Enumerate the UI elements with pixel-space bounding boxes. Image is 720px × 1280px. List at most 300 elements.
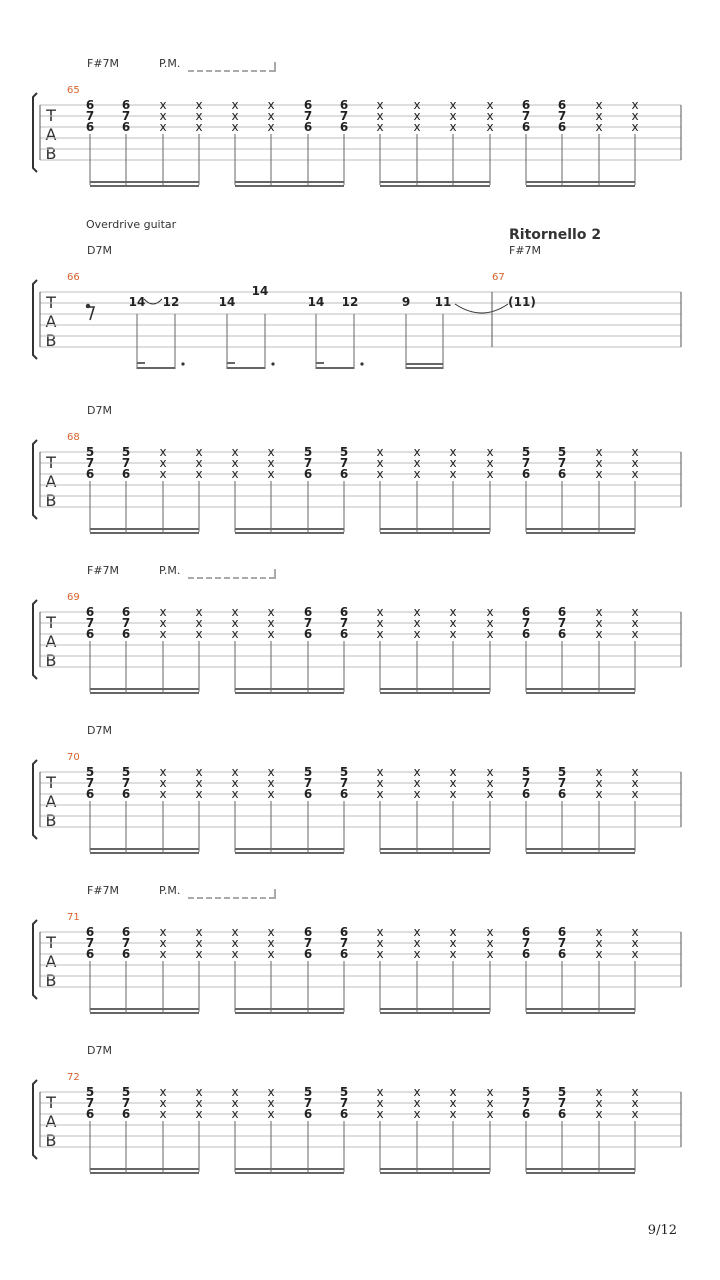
beam-primary xyxy=(380,181,490,183)
fret-number: 6 xyxy=(521,925,531,939)
muted-note: x xyxy=(413,936,421,950)
muted-note: x xyxy=(376,445,384,459)
beam-secondary xyxy=(526,852,635,854)
fret-number: 6 xyxy=(303,947,313,961)
fret-number: 5 xyxy=(85,445,95,459)
beam-secondary xyxy=(526,1172,635,1174)
fret-number: 6 xyxy=(303,1107,313,1121)
muted-note: x xyxy=(267,109,275,123)
muted-note: x xyxy=(195,456,203,470)
muted-note: x xyxy=(267,616,275,630)
fret-number: 7 xyxy=(557,109,567,123)
muted-note: x xyxy=(159,1085,167,1099)
muted-note: x xyxy=(413,109,421,123)
muted-note: x xyxy=(376,109,384,123)
tab-clef-letter: B xyxy=(45,491,57,510)
fret-number: 6 xyxy=(557,605,567,619)
fret-number: 5 xyxy=(121,1085,131,1099)
dot xyxy=(181,362,184,365)
muted-note: x xyxy=(267,925,275,939)
muted-note: x xyxy=(449,120,457,134)
muted-note: x xyxy=(486,765,494,779)
muted-note: x xyxy=(267,787,275,801)
fret-number: 5 xyxy=(521,765,531,779)
muted-note: x xyxy=(159,1096,167,1110)
fret-number: 5 xyxy=(339,445,349,459)
muted-note: x xyxy=(595,1085,603,1099)
tab-clef-letter: A xyxy=(45,952,57,971)
fret-number: 7 xyxy=(303,456,313,470)
fret-number: 6 xyxy=(557,787,567,801)
muted-note: x xyxy=(449,467,457,481)
muted-note: x xyxy=(631,467,639,481)
fret-number: 6 xyxy=(557,1107,567,1121)
beam-secondary xyxy=(90,185,199,187)
chord-name: D7M xyxy=(87,244,112,257)
muted-note: x xyxy=(376,947,384,961)
fret-number: 6 xyxy=(557,947,567,961)
muted-note: x xyxy=(267,98,275,112)
chord-name: F#7M xyxy=(87,884,120,897)
beam-secondary xyxy=(235,1172,344,1174)
muted-note: x xyxy=(376,98,384,112)
muted-note: x xyxy=(231,605,239,619)
tab-system xyxy=(33,1044,681,1174)
measure-number: 69 xyxy=(67,592,80,603)
fret-number: 6 xyxy=(521,467,531,481)
muted-note: x xyxy=(449,1107,457,1121)
tab-clef-letter: B xyxy=(45,971,57,990)
chord-name: F#7M xyxy=(87,57,120,70)
tab-clef-letter: B xyxy=(45,811,57,830)
beam-stub xyxy=(316,362,324,364)
fret-number: 7 xyxy=(557,776,567,790)
beam-secondary xyxy=(90,1172,199,1174)
muted-note: x xyxy=(413,627,421,641)
beam-primary xyxy=(235,688,344,690)
muted-note: x xyxy=(449,925,457,939)
muted-note: x xyxy=(159,456,167,470)
beam-secondary xyxy=(90,852,199,854)
fret-number: 6 xyxy=(121,627,131,641)
muted-note: x xyxy=(631,765,639,779)
beam-secondary xyxy=(526,1012,635,1014)
fret-number: 5 xyxy=(521,1085,531,1099)
muted-note: x xyxy=(595,605,603,619)
tab-clef-letter: B xyxy=(45,144,57,163)
beam-primary xyxy=(235,1168,344,1170)
fret-number: 7 xyxy=(303,109,313,123)
tab-clef-letter: A xyxy=(45,125,57,144)
solo-fret-number: 11 xyxy=(434,295,452,309)
muted-note: x xyxy=(486,776,494,790)
muted-note: x xyxy=(631,445,639,459)
fret-number: 6 xyxy=(303,787,313,801)
dot xyxy=(360,362,363,365)
muted-note: x xyxy=(413,765,421,779)
fret-number: 7 xyxy=(303,776,313,790)
muted-note: x xyxy=(631,605,639,619)
measure-number: 71 xyxy=(67,912,80,923)
muted-note: x xyxy=(486,627,494,641)
muted-note: x xyxy=(413,925,421,939)
fret-number: 7 xyxy=(521,109,531,123)
fret-number: 7 xyxy=(339,456,349,470)
muted-note: x xyxy=(231,445,239,459)
muted-note: x xyxy=(376,925,384,939)
muted-note: x xyxy=(631,1107,639,1121)
beam-secondary xyxy=(90,1012,199,1014)
fret-number: 6 xyxy=(339,1107,349,1121)
solo-fret-number: 12 xyxy=(341,295,359,309)
muted-note: x xyxy=(159,605,167,619)
tab-clef-letter: T xyxy=(46,1093,56,1112)
muted-note: x xyxy=(231,467,239,481)
beam-primary xyxy=(380,688,490,690)
fret-number: 5 xyxy=(303,765,313,779)
muted-note: x xyxy=(267,765,275,779)
muted-note: x xyxy=(267,936,275,950)
beam-secondary xyxy=(235,1012,344,1014)
muted-note: x xyxy=(486,456,494,470)
solo-fret-number: 14 xyxy=(251,284,269,298)
fret-number: 7 xyxy=(521,776,531,790)
muted-note: x xyxy=(413,616,421,630)
fret-number: 6 xyxy=(303,98,313,112)
fret-number: 6 xyxy=(339,627,349,641)
muted-note: x xyxy=(267,445,275,459)
staff-bracket xyxy=(33,280,37,359)
fret-number: 6 xyxy=(85,120,95,134)
muted-note: x xyxy=(195,925,203,939)
beam-primary xyxy=(235,848,344,850)
fret-number: 6 xyxy=(339,947,349,961)
fret-number: 6 xyxy=(521,787,531,801)
muted-note: x xyxy=(159,627,167,641)
beam-primary xyxy=(90,181,199,183)
fret-number: 6 xyxy=(85,925,95,939)
muted-note: x xyxy=(631,776,639,790)
fret-number: 7 xyxy=(85,1096,95,1110)
muted-note: x xyxy=(195,947,203,961)
muted-note: x xyxy=(231,120,239,134)
muted-note: x xyxy=(413,787,421,801)
fret-number: 5 xyxy=(557,445,567,459)
beam-primary xyxy=(526,688,635,690)
muted-note: x xyxy=(631,936,639,950)
staff-bracket xyxy=(33,1080,37,1159)
muted-note: x xyxy=(376,776,384,790)
fret-number: 5 xyxy=(85,765,95,779)
muted-note: x xyxy=(376,1096,384,1110)
muted-note: x xyxy=(595,120,603,134)
fret-number: 6 xyxy=(557,120,567,134)
muted-note: x xyxy=(631,120,639,134)
tab-system xyxy=(33,404,681,534)
tab-system xyxy=(33,218,681,369)
muted-note: x xyxy=(631,925,639,939)
muted-note: x xyxy=(595,616,603,630)
fret-number: 7 xyxy=(121,776,131,790)
muted-note: x xyxy=(486,109,494,123)
muted-note: x xyxy=(413,456,421,470)
muted-note: x xyxy=(267,605,275,619)
muted-note: x xyxy=(376,467,384,481)
muted-note: x xyxy=(159,109,167,123)
muted-note: x xyxy=(267,1107,275,1121)
fret-number: 6 xyxy=(339,605,349,619)
fret-number: 5 xyxy=(557,765,567,779)
muted-note: x xyxy=(195,616,203,630)
muted-note: x xyxy=(631,947,639,961)
muted-note: x xyxy=(231,776,239,790)
muted-note: x xyxy=(486,1107,494,1121)
muted-note: x xyxy=(376,616,384,630)
muted-note: x xyxy=(449,456,457,470)
beam-primary xyxy=(235,181,344,183)
beam-secondary xyxy=(526,185,635,187)
fret-number: 6 xyxy=(121,947,131,961)
fret-number: 6 xyxy=(85,1107,95,1121)
muted-note: x xyxy=(376,787,384,801)
fret-number: 7 xyxy=(521,456,531,470)
staff-bracket xyxy=(33,760,37,839)
fret-number: 6 xyxy=(85,947,95,961)
muted-note: x xyxy=(449,98,457,112)
section-label: Ritornello 2 xyxy=(509,227,602,243)
fret-number: 6 xyxy=(121,605,131,619)
beam-primary xyxy=(90,1168,199,1170)
muted-note: x xyxy=(449,776,457,790)
muted-note: x xyxy=(595,765,603,779)
muted-note: x xyxy=(267,456,275,470)
tab-clef-letter: T xyxy=(46,933,56,952)
muted-note: x xyxy=(449,1085,457,1099)
fret-number: 6 xyxy=(303,605,313,619)
beam-primary xyxy=(406,363,443,365)
tab-clef-letter: A xyxy=(45,472,57,491)
muted-note: x xyxy=(595,787,603,801)
muted-note: x xyxy=(413,1096,421,1110)
muted-note: x xyxy=(267,120,275,134)
fret-number: 7 xyxy=(121,1096,131,1110)
fret-number: 7 xyxy=(557,456,567,470)
beam-primary xyxy=(526,181,635,183)
muted-note: x xyxy=(195,109,203,123)
muted-note: x xyxy=(413,120,421,134)
muted-note: x xyxy=(267,627,275,641)
beam-primary xyxy=(227,367,265,369)
fret-number: 6 xyxy=(521,120,531,134)
solo-fret-number: 12 xyxy=(162,295,180,309)
muted-note: x xyxy=(595,936,603,950)
solo-fret-number: 14 xyxy=(307,295,325,309)
muted-note: x xyxy=(195,1107,203,1121)
solo-fret-number: 9 xyxy=(401,295,411,309)
muted-note: x xyxy=(195,1096,203,1110)
muted-note: x xyxy=(486,120,494,134)
beam-primary xyxy=(235,1008,344,1010)
muted-note: x xyxy=(376,456,384,470)
muted-note: x xyxy=(159,936,167,950)
muted-note: x xyxy=(231,456,239,470)
beam-secondary xyxy=(90,692,199,694)
page-number: 9/12 xyxy=(647,1223,677,1238)
staff-bracket xyxy=(33,440,37,519)
muted-note: x xyxy=(159,765,167,779)
fret-number: 6 xyxy=(339,925,349,939)
beam-primary xyxy=(235,528,344,530)
muted-note: x xyxy=(159,776,167,790)
beam-secondary xyxy=(380,692,490,694)
muted-note: x xyxy=(267,776,275,790)
muted-note: x xyxy=(195,787,203,801)
muted-note: x xyxy=(631,456,639,470)
measure-number: 67 xyxy=(492,272,505,283)
muted-note: x xyxy=(376,1085,384,1099)
muted-note: x xyxy=(413,1107,421,1121)
muted-note: x xyxy=(486,1085,494,1099)
muted-note: x xyxy=(159,1107,167,1121)
fret-number: 6 xyxy=(521,1107,531,1121)
fret-number: 7 xyxy=(339,776,349,790)
tab-system xyxy=(33,884,681,1014)
fret-number: 6 xyxy=(521,98,531,112)
fret-number: 7 xyxy=(85,936,95,950)
muted-note: x xyxy=(449,605,457,619)
fret-number: 6 xyxy=(85,605,95,619)
muted-note: x xyxy=(595,98,603,112)
muted-note: x xyxy=(195,765,203,779)
tab-clef-letter: T xyxy=(46,773,56,792)
fret-number: 6 xyxy=(85,627,95,641)
muted-note: x xyxy=(413,776,421,790)
fret-number: 5 xyxy=(85,1085,95,1099)
muted-note: x xyxy=(231,936,239,950)
muted-note: x xyxy=(486,947,494,961)
muted-note: x xyxy=(195,776,203,790)
muted-note: x xyxy=(159,925,167,939)
beam-primary xyxy=(90,1008,199,1010)
muted-note: x xyxy=(595,1096,603,1110)
fret-number: 6 xyxy=(557,467,567,481)
fret-number: 7 xyxy=(557,616,567,630)
muted-note: x xyxy=(595,456,603,470)
muted-note: x xyxy=(195,936,203,950)
fret-number: 6 xyxy=(521,947,531,961)
fret-number: 6 xyxy=(303,120,313,134)
muted-note: x xyxy=(631,109,639,123)
staff-bracket xyxy=(33,93,37,172)
beam-secondary xyxy=(380,532,490,534)
muted-note: x xyxy=(231,787,239,801)
beam-secondary xyxy=(90,532,199,534)
muted-note: x xyxy=(159,947,167,961)
tab-clef-letter: B xyxy=(45,1131,57,1150)
fret-number: 7 xyxy=(121,109,131,123)
tab-clef-letter: T xyxy=(46,453,56,472)
fret-number: 6 xyxy=(557,98,567,112)
muted-note: x xyxy=(631,1096,639,1110)
muted-note: x xyxy=(159,120,167,134)
palm-mute-label: P.M. xyxy=(159,884,181,897)
muted-note: x xyxy=(376,605,384,619)
muted-note: x xyxy=(595,947,603,961)
fret-number: 6 xyxy=(85,787,95,801)
fret-number: 7 xyxy=(339,616,349,630)
fret-number: 7 xyxy=(85,456,95,470)
fret-number: 5 xyxy=(121,765,131,779)
staff-bracket xyxy=(33,920,37,999)
muted-note: x xyxy=(231,98,239,112)
muted-note: x xyxy=(376,120,384,134)
muted-note: x xyxy=(231,1107,239,1121)
beam-primary xyxy=(137,367,175,369)
muted-note: x xyxy=(195,445,203,459)
beam-primary xyxy=(526,1168,635,1170)
muted-note: x xyxy=(376,936,384,950)
beam-secondary xyxy=(235,692,344,694)
fret-number: 5 xyxy=(121,445,131,459)
beam-primary xyxy=(316,367,354,369)
measure-number: 70 xyxy=(67,752,80,763)
muted-note: x xyxy=(267,1085,275,1099)
muted-note: x xyxy=(267,947,275,961)
muted-note: x xyxy=(631,1085,639,1099)
muted-note: x xyxy=(413,98,421,112)
muted-note: x xyxy=(376,765,384,779)
beam-primary xyxy=(526,1008,635,1010)
muted-note: x xyxy=(231,627,239,641)
beam-secondary xyxy=(406,367,443,369)
fret-number: 6 xyxy=(557,627,567,641)
tab-system xyxy=(33,57,681,187)
beam-secondary xyxy=(526,532,635,534)
muted-note: x xyxy=(231,109,239,123)
muted-note: x xyxy=(195,98,203,112)
muted-note: x xyxy=(413,467,421,481)
muted-note: x xyxy=(595,1107,603,1121)
muted-note: x xyxy=(595,445,603,459)
fret-number: 7 xyxy=(303,616,313,630)
fret-number: 5 xyxy=(303,445,313,459)
muted-note: x xyxy=(413,445,421,459)
fret-number: 7 xyxy=(521,616,531,630)
measure-number: 68 xyxy=(67,432,80,443)
beam-primary xyxy=(526,528,635,530)
fret-number: 6 xyxy=(121,120,131,134)
muted-note: x xyxy=(413,1085,421,1099)
dot xyxy=(271,362,274,365)
muted-note: x xyxy=(449,1096,457,1110)
muted-note: x xyxy=(159,467,167,481)
palm-mute-label: P.M. xyxy=(159,564,181,577)
muted-note: x xyxy=(195,1085,203,1099)
muted-note: x xyxy=(376,627,384,641)
fret-number: 6 xyxy=(121,98,131,112)
chord-name: D7M xyxy=(87,724,112,737)
beam-primary xyxy=(380,1168,490,1170)
muted-note: x xyxy=(231,925,239,939)
beam-secondary xyxy=(380,1012,490,1014)
muted-note: x xyxy=(449,936,457,950)
beam-secondary xyxy=(235,532,344,534)
fret-number: 6 xyxy=(303,467,313,481)
muted-note: x xyxy=(449,765,457,779)
beam-primary xyxy=(90,528,199,530)
muted-note: x xyxy=(631,627,639,641)
beam-secondary xyxy=(235,185,344,187)
